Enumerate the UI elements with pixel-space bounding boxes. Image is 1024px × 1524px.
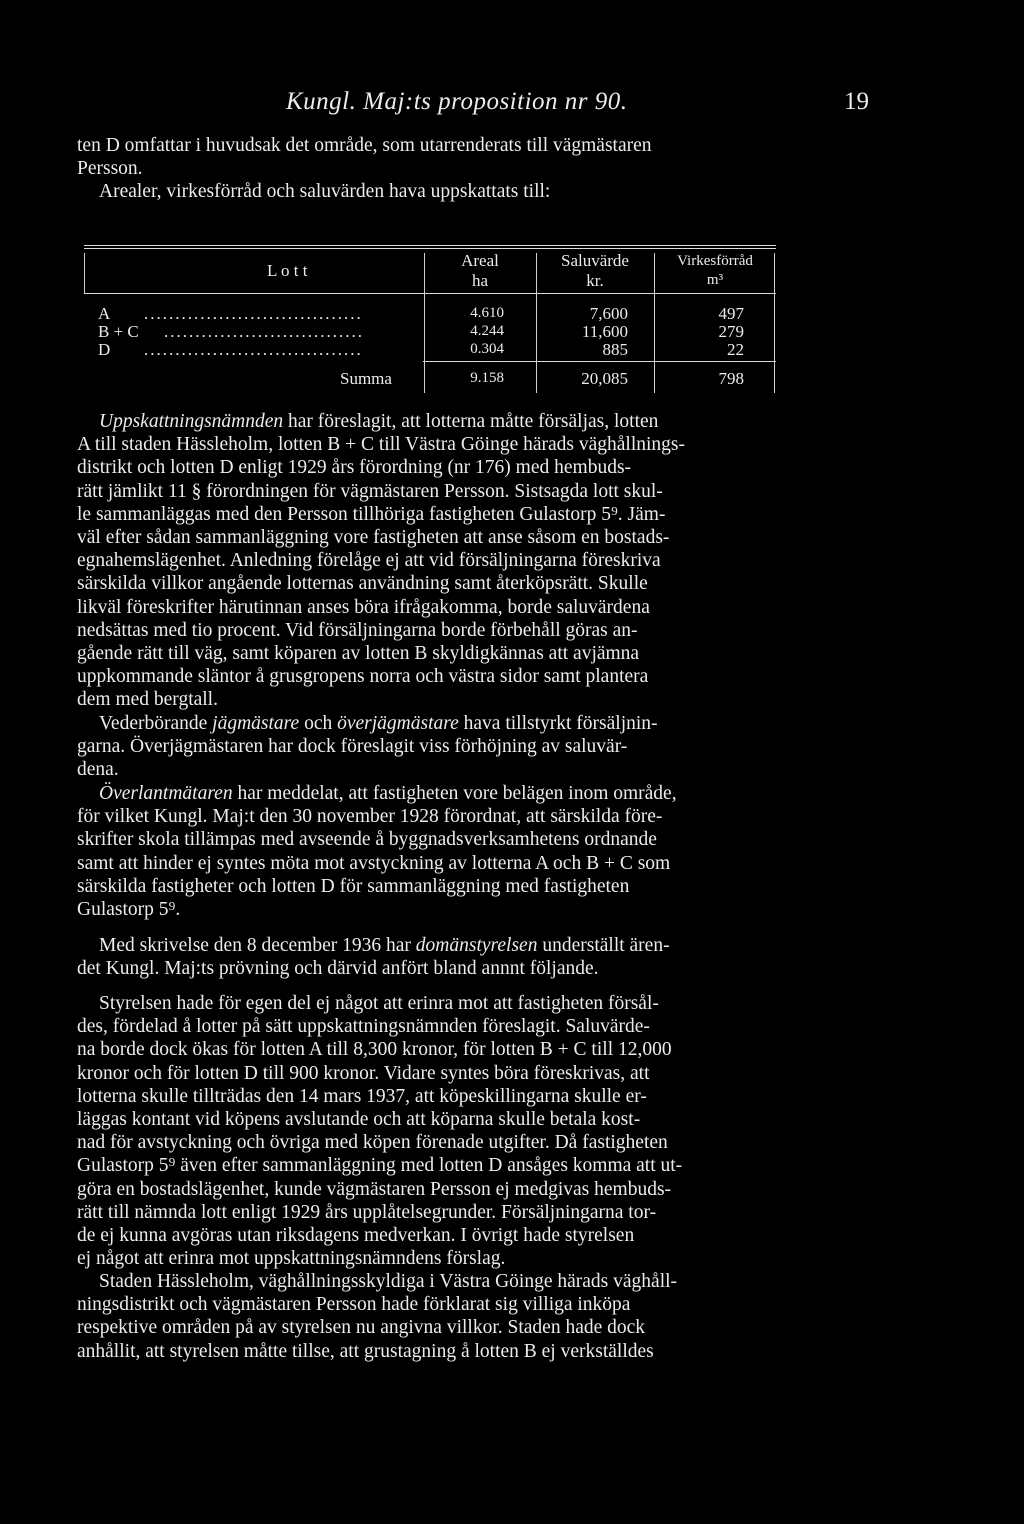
text-line: särskilda villkor angående lotternas användning samt återköpsrätt. Skulle <box>77 573 648 595</box>
text-line: distrikt och lotten D enligt 1929 års förordning (nr 176) med hembuds- <box>77 457 632 479</box>
text-fragment: Vederbörande <box>99 713 208 734</box>
text-line: särskilda fastigheter och lotten D för sammanläggning med fastigheten <box>77 875 630 897</box>
lead-term: överjägmästare <box>337 713 459 734</box>
table-vline <box>84 253 85 293</box>
text-fragment: Med skrivelse den 8 december 1936 har <box>99 935 411 956</box>
text-line: det Kungl. Maj:ts prövning och därvid anfört bland annnt följande. <box>77 958 599 980</box>
text-line: ningsdistrikt och vägmästaren Persson hade förklarat sig villiga inköpa <box>77 1294 631 1316</box>
text-line: nad för avstyckning och övriga med köpen förenade utgifter. Då fastigheten <box>77 1132 668 1154</box>
paragraph-styrelsen <box>77 992 883 1270</box>
leader-dots: ................................... <box>144 304 363 323</box>
col-header-saluvarde: Saluvärde <box>561 251 629 270</box>
total-areal: 9.158 <box>470 370 504 386</box>
text-line: rätt till nämnda lott enligt 1929 års upplåtelsegrunder. Försäljningarna tor- <box>77 1201 657 1223</box>
running-title: Kungl. Maj:ts proposition nr 90. <box>286 88 628 115</box>
paragraph-domanstyrelsen <box>77 934 883 980</box>
paragraph-overlantmataren <box>77 782 883 921</box>
text-line: gående rätt till väg, samt köparen av lotten B skyldigkännas att avjämna <box>77 643 640 665</box>
row-virke: 22 <box>727 340 744 359</box>
row-saluvarde: 7,600 <box>589 304 628 323</box>
text-line: för vilket Kungl. Maj:t den 30 november 1928 förordnat, att särskilda före- <box>77 806 663 828</box>
lead-term: Överlantmätaren <box>99 783 233 804</box>
col-header-saluvarde-unit: kr. <box>586 271 604 290</box>
text-line: ej något att erinra mot uppskattningsnämndens förslag. <box>77 1248 506 1270</box>
text-line: anhållit, att styrelsen måtte tillse, att grustagning å lotten B ej verkställdes <box>77 1340 654 1362</box>
text-line: Gulastorp 5⁹ även efter sammanläggning med lotten D ansåges komma att ut- <box>77 1155 683 1177</box>
text-fragment: hava tillstyrkt försäljnin- <box>463 713 658 734</box>
text-line: egnahemslägenhet. Anledning förelåge ej att vid försäljningarna föreskriva <box>77 550 661 572</box>
text-line: Arealer, virkesförråd och saluvärden hava uppskattats till: <box>99 181 551 203</box>
intro-paragraph <box>77 134 883 204</box>
col-header-lott: L o t t <box>267 261 308 280</box>
text-fragment: underställt ären- <box>542 935 670 956</box>
text-line: har meddelat, att fastigheten vore belägen inom område, <box>237 783 677 804</box>
page-number: 19 <box>844 88 869 115</box>
total-virke: 798 <box>718 369 744 388</box>
col-header-areal-unit: ha <box>471 271 489 290</box>
text-line: dem med bergtall. <box>77 689 218 711</box>
row-lott: A <box>98 304 111 323</box>
text-line: de ej kunna avgöras utan riksdagens medverkan. I övrigt hade styrelsen <box>77 1225 635 1247</box>
leader-dots: ................................... <box>144 340 363 359</box>
paragraph-jagmastare <box>77 712 883 782</box>
table-rule-top <box>84 245 776 246</box>
text-line: Styrelsen hade för egen del ej något att erinra mot att fastigheten försål- <box>99 993 659 1014</box>
table-rule-header <box>84 293 776 294</box>
text-line: väl efter sådan sammanläggning vore fastigheten att anse såsom en bostads- <box>77 527 670 549</box>
text-line: respektive områden på av styrelsen nu angivna villkor. Staden hade dock <box>77 1317 646 1339</box>
estimate-table <box>84 245 776 395</box>
text-line: rätt jämlikt 11 § förordningen för vägmästaren Persson. Sistsagda lott skul- <box>77 480 663 502</box>
table-rule-sum <box>423 361 776 362</box>
total-label: Summa <box>340 369 392 388</box>
col-header-virke: Virkesförråd <box>677 253 753 269</box>
text-line: ten D omfattar i huvudsak det område, som utarrenderats till vägmästaren <box>77 135 652 156</box>
text-line: Staden Hässleholm, väghållningsskyldiga i Västra Göinge härads väghåll- <box>99 1271 678 1292</box>
row-virke: 279 <box>718 322 744 341</box>
table-rule-top-2 <box>84 248 776 249</box>
text-line: läggas kontant vid köpens avslutande och att köparna skulle betala kost- <box>77 1109 641 1131</box>
total-saluvarde: 20,085 <box>581 369 628 388</box>
text-line: garna. Överjägmästaren har dock föreslagit viss förhöjning av saluvär- <box>77 736 628 758</box>
text-line: likväl föreskrifter härutinnan anses böra ifrågakomma, borde saluvärdena <box>77 596 650 618</box>
text-fragment: och <box>304 713 333 734</box>
text-line: har föreslagit, att lotterna måtte försäljas, lotten <box>288 411 659 432</box>
row-lott: D <box>98 340 111 359</box>
text-line: A till staden Hässleholm, lotten B + C till Västra Göinge härads väghållnings- <box>77 434 686 456</box>
text-line: samt att hinder ej syntes möta mot avstyckning av lotterna A och B + C som <box>77 852 671 874</box>
row-areal: 4.244 <box>470 323 504 339</box>
text-line: Gulastorp 5⁹. <box>77 899 181 921</box>
lead-term: Uppskattningsnämnden <box>99 411 284 432</box>
col-header-virke-unit: m³ <box>706 272 724 288</box>
text-line: göra en bostadslägenhet, kunde vägmästaren Persson ej medgivas hembuds- <box>77 1178 672 1200</box>
row-areal: 4.610 <box>470 305 504 321</box>
text-line: uppkommande släntor å grusgropens norra och västra sidor samt plantera <box>77 666 649 688</box>
text-line: Persson. <box>77 158 143 180</box>
col-header-areal: Areal <box>461 251 499 270</box>
page-header <box>0 88 1024 122</box>
row-saluvarde: 885 <box>602 340 628 359</box>
text-line: nedsättas med tio procent. Vid försäljningarna borde förbehåll göras an- <box>77 619 638 641</box>
text-line: le sammanläggas med den Persson tillhöriga fastigheten Gulastorp 5⁹. Jäm- <box>77 503 666 525</box>
text-line: des, fördelad å lotter på sätt uppskattningsnämnden föreslagit. Saluvärde- <box>77 1016 650 1038</box>
row-virke: 497 <box>718 304 744 323</box>
row-saluvarde: 11,600 <box>581 322 628 341</box>
row-areal: 0.304 <box>470 341 504 357</box>
text-line: skrifter skola tillämpas med avseende å byggnadsverksamhetens ordnande <box>77 829 657 851</box>
text-line: dena. <box>77 759 119 781</box>
text-line: lotterna skulle tillträdas den 14 mars 1937, att köpeskillingarna skulle er- <box>77 1085 647 1107</box>
row-lott: B + C <box>98 322 139 341</box>
leader-dots: ................................ <box>164 322 364 341</box>
text-line: kronor och för lotten D till 900 kronor. Vidare syntes böra föreskrivas, att <box>77 1062 650 1084</box>
paragraph-staden <box>77 1270 883 1363</box>
lead-term: domänstyrelsen <box>415 935 538 956</box>
paragraph-uppskattningsnamnden <box>77 410 883 712</box>
text-line: na borde dock ökas för lotten A till 8,300 kronor, för lotten B + C till 12,000 <box>77 1039 672 1061</box>
lead-term: jägmästare <box>212 713 300 734</box>
